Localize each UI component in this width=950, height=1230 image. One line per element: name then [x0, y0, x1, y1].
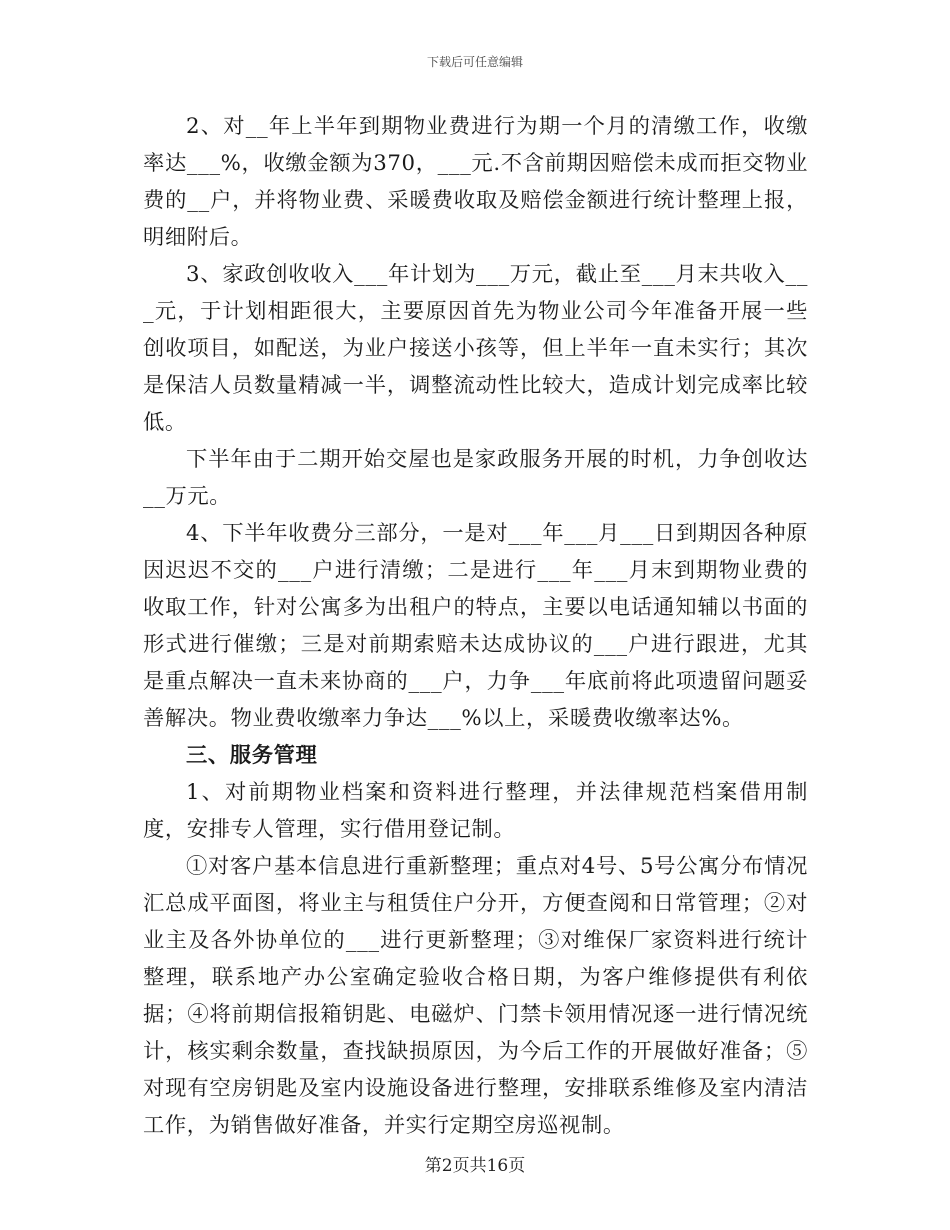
paragraph-archive-management: 1、对前期物业档案和资料进行整理，并法律规范档案借用制度，安排专人管理，实行借用登记制。: [143, 780, 808, 842]
paragraph-second-half-target: 下半年由于二期开始交屋也是家政服务开展的时机，力争创收达__万元。: [143, 447, 808, 509]
page-header: 下载后可任意编辑: [426, 55, 523, 69]
section-heading-service-management: 三、服务管理: [186, 743, 318, 768]
paragraph-fee-collection: 2、对__年上半年到期物业费进行为期一个月的清缴工作，收缴率达___%，收缴金额为370，___元.不含前期因赔偿未成而拒交物业费的__户，并将物业费、采暖费收取及赔偿金额进行统计整理上报，明细附后。: [143, 114, 808, 250]
document-body: [143, 108, 808, 1144]
paragraph-archive-details: ①对客户基本信息进行重新整理；重点对4号、5号公寓分布情况汇总成平面图，将业主与租赁住户分开，方便查阅和日常管理；②对业主及各外协单位的___进行更新整理；③对维保厂家资料进行统计整理，联系地产办公室确定验收合格日期，为客户维修提供有利依据；④将前期信报箱钥匙、电磁炉、门禁卡领用情况逐一进行情况统计，核实剩余数量，查找缺损原因，为今后工作的开展做好准备；⑤对现有空房钥匙及室内设施设备进行整理，安排联系维修及室内清洁工作，为销售做好准备，并实行定期空房巡视制。: [143, 854, 808, 1138]
paragraph-housekeeping-income: 3、家政创收收入___年计划为___万元，截止至___月末共收入___元，于计划相距很大，主要原因首先为物业公司今年准备开展一些创收项目，如配送，为业户接送小孩等，但上半年一直未实行；其次是保洁人员数量精减一半，调整流动性比较大，造成计划完成率比较低。: [143, 262, 808, 435]
paragraph-fee-plan: 4、下半年收费分三部分，一是对___年___月___日到期因各种原因迟迟不交的___户进行清缴；二是进行___年___月末到期物业费的收取工作，针对公寓多为出租户的特点，主要以电话通知辅以书面的形式进行催缴；三是对前期索赔未达成协议的___户进行跟进，尤其是重点解决一直未来协商的___户，力争___年底前将此项遗留问题妥善解决。物业费收缴率力争达___%以上，采暖费收缴率达%。: [143, 521, 808, 731]
page-number-footer: 第2页共16页: [424, 1156, 526, 1176]
